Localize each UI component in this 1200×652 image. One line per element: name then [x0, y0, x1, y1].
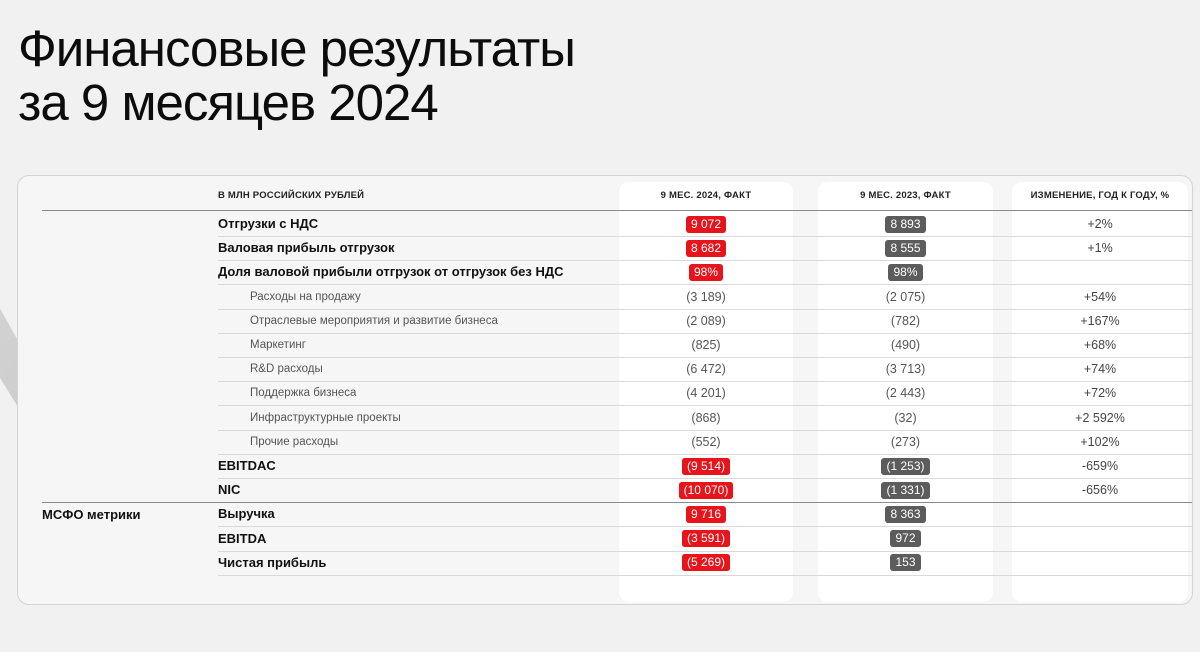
value-2024: (4 201): [686, 386, 726, 401]
value-2024: (2 089): [686, 313, 726, 328]
value-2023: 153: [890, 554, 920, 571]
row-label: Чистая прибыль: [218, 554, 327, 570]
value-2023: 8 363: [885, 506, 925, 523]
table-row: [18, 309, 1193, 333]
table-row: [18, 333, 1193, 357]
table-row: [18, 285, 1193, 309]
value-2023: 98%: [888, 264, 922, 281]
value-2024-cell: [619, 527, 793, 551]
value-change-cell: [1012, 454, 1188, 478]
value-2023-cell: [818, 212, 993, 236]
value-2023-cell: [818, 430, 993, 454]
value-2024: 9 716: [686, 506, 726, 523]
value-2024: (552): [691, 434, 721, 449]
value-change: +167%: [1080, 313, 1120, 328]
table-row: [18, 502, 1193, 526]
value-2024-cell: [619, 333, 793, 357]
table-row: [18, 236, 1193, 260]
value-2024-cell: [619, 430, 793, 454]
table-row: [18, 212, 1193, 236]
value-change-cell: [1012, 285, 1188, 309]
row-label: R&D расходы: [250, 363, 323, 376]
value-2023: (490): [890, 338, 921, 352]
row-label: Поддержка бизнеса: [250, 387, 357, 400]
value-change: +54%: [1083, 289, 1117, 304]
value-2024-cell: [619, 285, 793, 309]
value-2023: (1 253): [881, 458, 929, 475]
page-title: [18, 22, 575, 130]
financial-table: [17, 175, 1193, 605]
header-divider: [42, 210, 1192, 211]
value-change-cell: [1012, 527, 1188, 551]
table-row: [18, 454, 1193, 478]
value-change: +74%: [1083, 362, 1117, 377]
value-2024: (5 269): [682, 554, 730, 571]
row-label: Расходы на продажу: [250, 290, 361, 303]
row-label: Прочие расходы: [250, 435, 339, 448]
row-label: Отраслевые мероприятия и развитие бизнеса: [250, 314, 498, 327]
table-row: [18, 551, 1193, 575]
title-line-2: за 9 месяцев 2024: [18, 74, 438, 131]
row-label: Маркетинг: [250, 339, 306, 351]
value-change: -659%: [1081, 459, 1119, 473]
row-label: Выручка: [218, 506, 275, 522]
value-2023: (782): [890, 313, 921, 328]
value-2023: (3 713): [885, 362, 926, 377]
value-change: +68%: [1083, 338, 1117, 352]
table-row: [18, 381, 1193, 405]
row-label: EBITDAC: [218, 458, 276, 473]
value-change-cell: [1012, 430, 1188, 454]
value-2024: (10 070): [679, 482, 734, 499]
value-2023-cell: [818, 527, 993, 551]
value-change: +2%: [1087, 217, 1113, 231]
value-change: +2 592%: [1075, 410, 1125, 425]
value-2023-cell: [818, 260, 993, 284]
value-change-cell: [1012, 333, 1188, 357]
table-row: [18, 430, 1193, 454]
value-change: +72%: [1083, 386, 1117, 401]
value-2024: 9 072: [686, 216, 726, 233]
value-change-cell: [1012, 381, 1188, 405]
value-change: -656%: [1081, 483, 1119, 498]
value-2023: 972: [890, 530, 920, 547]
value-change-cell: [1012, 236, 1188, 260]
value-change-cell: [1012, 478, 1188, 502]
value-2024-cell: [619, 212, 793, 236]
value-2024: (3 591): [682, 530, 730, 547]
value-2024: (9 514): [682, 458, 730, 475]
value-2024-cell: [619, 309, 793, 333]
value-change: +1%: [1087, 241, 1113, 256]
value-2024-cell: [619, 236, 793, 260]
value-2024: 8 682: [686, 240, 726, 257]
value-2024-cell: [619, 454, 793, 478]
value-2023: (273): [890, 434, 921, 449]
value-change-cell: [1012, 357, 1188, 381]
value-2024: (825): [691, 338, 721, 352]
row-label: Инфраструктурные проекты: [250, 411, 401, 424]
header-change: ИЗМЕНЕНИЕ, ГОД К ГОДУ, %: [1030, 190, 1170, 201]
table-row: [18, 406, 1193, 430]
value-change-cell: [1012, 260, 1188, 284]
value-2023-cell: [818, 333, 993, 357]
table-row: [18, 527, 1193, 551]
value-2023: (2 443): [885, 386, 926, 401]
header-2024: 9 МЕС. 2024, ФАКТ: [660, 190, 752, 201]
value-2024-cell: [619, 502, 793, 526]
value-2024: (868): [691, 410, 721, 425]
value-change-cell: [1012, 551, 1188, 575]
table-row: [18, 357, 1193, 381]
table-row: [18, 478, 1193, 502]
value-2024-cell: [619, 381, 793, 405]
value-2023: (1 331): [881, 482, 929, 499]
value-2024: (3 189): [686, 289, 726, 304]
ifrs-section-label: МСФО метрики: [42, 507, 141, 522]
value-2023-cell: [818, 285, 993, 309]
value-2023-cell: [818, 406, 993, 430]
value-change-cell: [1012, 309, 1188, 333]
value-2024: (6 472): [686, 362, 726, 377]
value-2023: 8 555: [885, 240, 925, 257]
value-2023-cell: [818, 236, 993, 260]
header-2023: 9 МЕС. 2023, ФАКТ: [860, 190, 951, 201]
value-2023-cell: [818, 551, 993, 575]
value-change-cell: [1012, 502, 1188, 526]
row-label: EBITDA: [218, 530, 267, 546]
row-label: Доля валовой прибыли отгрузок от отгрузок без НДС: [218, 264, 564, 280]
value-2024-cell: [619, 357, 793, 381]
value-2023: 8 893: [885, 216, 925, 233]
value-2024-cell: [619, 260, 793, 284]
value-2023-cell: [818, 357, 993, 381]
header-units: В МЛН РОССИЙСКИХ РУБЛЕЙ: [218, 190, 365, 201]
value-2023-cell: [818, 454, 993, 478]
value-2024-cell: [619, 551, 793, 575]
title-line-1: Финансовые результаты: [18, 20, 575, 77]
value-2023-cell: [818, 502, 993, 526]
value-change-cell: [1012, 212, 1188, 236]
value-2024-cell: [619, 406, 793, 430]
value-change: +102%: [1080, 434, 1120, 449]
value-2023-cell: [818, 478, 993, 502]
row-label: Отгрузки с НДС: [218, 216, 319, 231]
value-change-cell: [1012, 406, 1188, 430]
row-label: NIC: [218, 482, 241, 498]
value-2023-cell: [818, 381, 993, 405]
row-separator: [218, 575, 1192, 576]
row-label: Валовая прибыль отгрузок: [218, 240, 395, 256]
value-2023-cell: [818, 309, 993, 333]
value-2023: (32): [894, 410, 917, 425]
value-2024: 98%: [689, 264, 723, 281]
table-row: [18, 260, 1193, 284]
value-2023: (2 075): [885, 289, 926, 304]
value-2024-cell: [619, 478, 793, 502]
